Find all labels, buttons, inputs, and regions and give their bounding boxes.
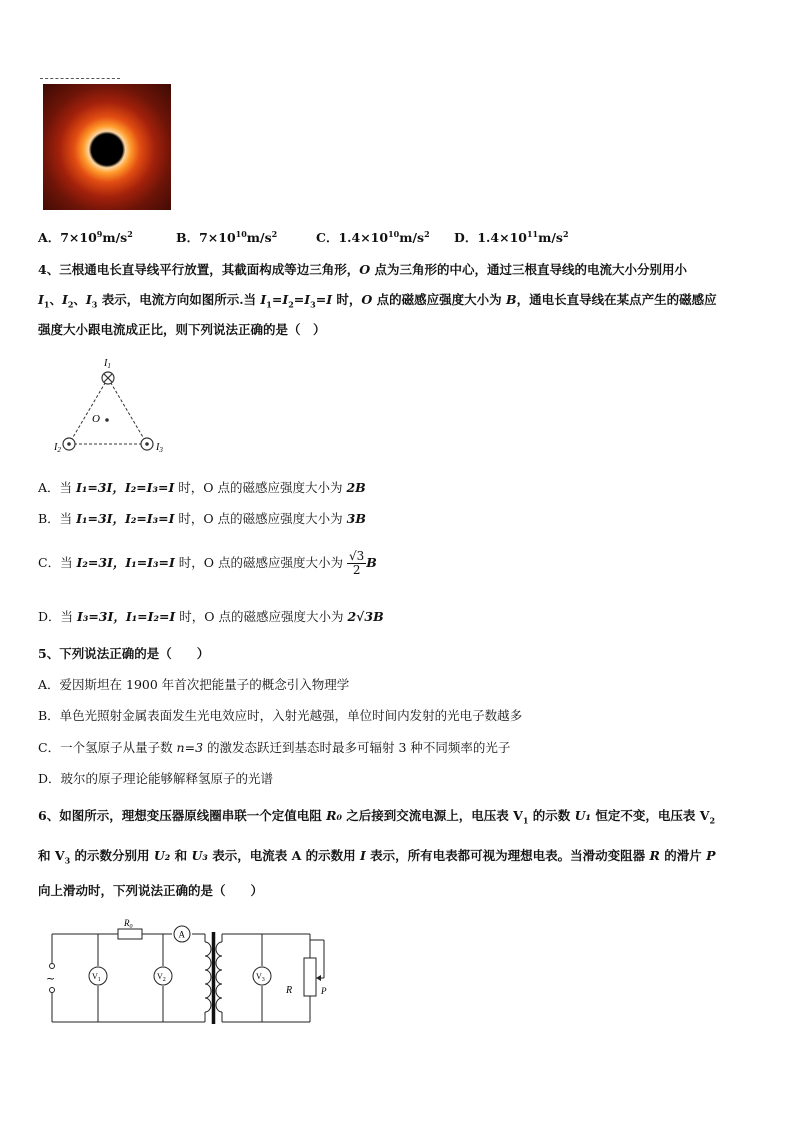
q3-option-b: B．$7\times 10^{10}m/s^2$	[176, 228, 278, 245]
q5-stem: 5、下列说法正确的是（ ）	[38, 646, 210, 661]
q4-stem-line1: 4、三根通电长直导线平行放置，其截面构成等边三角形，O 点为三角形的中心，通过三根直导线的电流大小分别用小	[38, 262, 687, 277]
q5-option-c: C．一个氢原子从量子数 n=3 的激发态跃迁到基态时最多可辐射 3 种不同频率的光子	[38, 740, 511, 755]
q6-stem-line1: 6、如图所示，理想变压器原线圈串联一个定值电阻 R₀ 之后接到交流电源上，电压表 $V_1$ 的示数 U₁ 恒定不变，电压表 $V_2$	[38, 808, 716, 826]
svg-text:V3: $V_3$	[256, 972, 265, 983]
source-terminal-bottom	[50, 988, 55, 993]
q6-stem-line2: 和 $V_3$ 的示数分别用 U₂ 和 U₃ 表示，电流表 A 的示数用 I 表示，所有电表都可视为理想电表。当滑动变阻器 R 的滑片 P	[38, 848, 716, 866]
svg-text:V2: $V_2$	[157, 972, 166, 983]
q4-option-c: C．当 I₂=3I，I₁=I₃=I 时，O 点的磁感应强度大小为 $\frac{√3}{2}$ B	[38, 549, 377, 577]
rheostat-r	[304, 958, 316, 996]
transformer-circuit-figure	[40, 916, 340, 1028]
svg-text:A: A	[178, 929, 185, 940]
q5-option-d: D．玻尔的原子理论能够解释氢原子的光谱	[38, 771, 274, 786]
q4-stem-line2: $I_1$、$I_2$、$I_3$ 表示，电流方向如图所示.当 $I_1=I_2=I_3=I$ 时，O 点的磁感应强度大小为 B，通电长直导线在某点产生的磁感应	[38, 292, 717, 310]
svg-text:R: R	[286, 985, 293, 996]
svg-text:V1: $V_1$	[92, 972, 101, 983]
q5-option-b: B．单色光照射金属表面发生光电效应时，入射光越强，单位时间内发射的光电子数越多	[38, 708, 523, 723]
svg-text:O: O	[92, 413, 100, 425]
source-terminal-top	[50, 964, 55, 969]
q4-option-a: A．当 I₁=3I，I₂=I₃=I 时，O 点的磁感应强度大小为 2B	[38, 480, 366, 495]
q3-option-d: D．$1.4\times 10^{11}m/s^2$	[454, 228, 569, 245]
ac-source-icon: ~	[46, 972, 56, 985]
q4-stem-line3: 强度大小跟电流成正比，则下列说法正确的是（ ）	[38, 322, 326, 337]
q3-option-a: A．$7\times 10^9m/s^2$	[38, 228, 133, 245]
q6-stem-line3: 向上滑动时，下列说法正确的是（ ）	[38, 883, 264, 898]
q4-option-b: B．当 I₁=3I，I₂=I₃=I 时，O 点的磁感应强度大小为 3B	[38, 511, 366, 526]
resistor-r0	[118, 929, 142, 939]
center-o-point	[105, 418, 109, 422]
q5-option-a: A．爱因斯坦在 1900 年首次把能量子的概念引入物理学	[38, 677, 350, 692]
q4-option-d: D．当 I₃=3I，I₁=I₂=I 时，O 点的磁感应强度大小为 2√3B	[38, 609, 384, 624]
q3-option-c: C．$1.4\times 10^{10}m/s^2$	[316, 228, 430, 245]
svg-text:R0: $R_0$	[124, 918, 133, 930]
triangle-wires-figure	[50, 356, 170, 458]
svg-text:I2: $I_2$	[54, 442, 61, 454]
svg-text:I1: $I_1$	[104, 358, 111, 370]
svg-text:I3: $I_3$	[156, 442, 163, 454]
slider-p-icon	[316, 975, 321, 981]
black-hole-image	[43, 84, 171, 210]
svg-text:P: P	[321, 986, 327, 996]
dashed-rule	[40, 78, 120, 79]
